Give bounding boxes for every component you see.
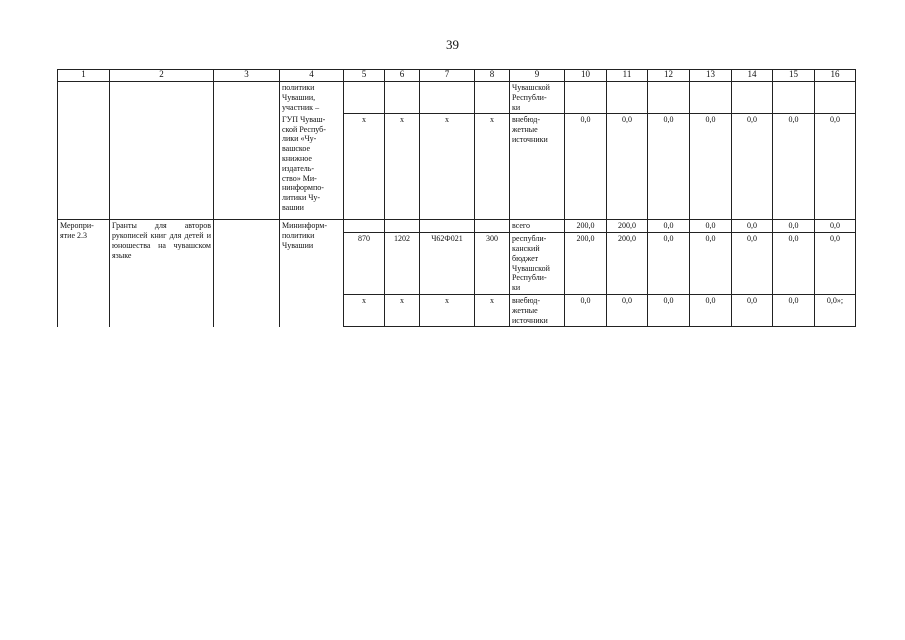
budget-table xyxy=(57,69,856,327)
kbk-cell xyxy=(420,220,475,233)
kbk-cell: 1202 xyxy=(385,233,420,295)
amount-cell: 0,0 xyxy=(648,294,690,326)
kbk-cell: x xyxy=(344,114,385,220)
funding-source-cell: всего xyxy=(510,220,565,233)
table-row xyxy=(58,82,856,114)
amount-cell: 0,0 xyxy=(648,233,690,295)
page-number: 39 xyxy=(446,37,459,52)
amount-cell: 0,0 xyxy=(815,220,856,233)
kbk-cell: x xyxy=(385,114,420,220)
kbk-cell xyxy=(385,220,420,233)
kbk-cell: x xyxy=(385,294,420,326)
kbk-cell: x xyxy=(420,114,475,220)
cell-empty xyxy=(214,82,280,220)
kbk-cell: x xyxy=(344,294,385,326)
measure-number-cell: Меропри- ятие 2.3 xyxy=(58,220,110,327)
header-cell: 10 xyxy=(565,70,607,82)
cell-empty xyxy=(344,82,385,114)
amount-cell: 0,0 xyxy=(607,294,648,326)
cell-empty xyxy=(815,82,856,114)
amount-cell: 200,0 xyxy=(565,220,607,233)
kbk-cell: Ч62Ф021 xyxy=(420,233,475,295)
amount-cell: 0,0 xyxy=(648,114,690,220)
amount-cell: 0,0 xyxy=(690,114,732,220)
cell-empty xyxy=(648,82,690,114)
amount-cell: 0,0 xyxy=(773,114,815,220)
measure-name-cell: Гранты для авторов рукописей книг для детей и юношества на чувашском языке xyxy=(110,220,214,327)
header-cell: 2 xyxy=(110,70,214,82)
amount-cell: 0,0 xyxy=(565,114,607,220)
header-cell: 7 xyxy=(420,70,475,82)
amount-cell: 0,0 xyxy=(607,114,648,220)
cell-empty xyxy=(214,220,280,327)
cell-empty xyxy=(58,82,110,220)
kbk-cell: 300 xyxy=(475,233,510,295)
header-cell: 11 xyxy=(607,70,648,82)
funding-source-cell: внебюд- жетные источники xyxy=(510,114,565,220)
kbk-cell xyxy=(475,220,510,233)
funding-source-cell: Чувашской Республи- ки xyxy=(510,82,565,114)
amount-cell: 200,0 xyxy=(565,233,607,295)
cell-empty xyxy=(420,82,475,114)
kbk-cell: x xyxy=(420,294,475,326)
funding-source-cell: внебюд- жетные источники xyxy=(510,294,565,326)
amount-cell: 0,0 xyxy=(732,294,773,326)
responsible-executor-cell: ГУП Чуваш- ской Респуб- лики «Чу- вашское книжное издатель- ство» Ми- нинформпо- литики Чу- вашии xyxy=(280,114,344,220)
table-header-row xyxy=(58,70,856,82)
cell-empty xyxy=(385,82,420,114)
table-row xyxy=(58,220,856,233)
header-cell: 1 xyxy=(58,70,110,82)
amount-cell: 0,0 xyxy=(815,114,856,220)
amount-cell: 0,0 xyxy=(773,294,815,326)
header-cell: 9 xyxy=(510,70,565,82)
header-cell: 13 xyxy=(690,70,732,82)
amount-cell: 200,0 xyxy=(607,220,648,233)
header-cell: 8 xyxy=(475,70,510,82)
cell-empty xyxy=(565,82,607,114)
amount-cell: 200,0 xyxy=(607,233,648,295)
cell-empty xyxy=(773,82,815,114)
header-cell: 16 xyxy=(815,70,856,82)
amount-cell: 0,0»; xyxy=(815,294,856,326)
header-cell: 15 xyxy=(773,70,815,82)
amount-cell: 0,0 xyxy=(732,220,773,233)
amount-cell: 0,0 xyxy=(690,294,732,326)
header-cell: 3 xyxy=(214,70,280,82)
cell-empty xyxy=(607,82,648,114)
header-cell: 5 xyxy=(344,70,385,82)
responsible-executor-cell: Мининформ- политики Чувашии xyxy=(280,220,344,327)
amount-cell: 0,0 xyxy=(565,294,607,326)
amount-cell: 0,0 xyxy=(690,233,732,295)
amount-cell: 0,0 xyxy=(773,220,815,233)
kbk-cell: x xyxy=(475,294,510,326)
kbk-cell: 870 xyxy=(344,233,385,295)
amount-cell: 0,0 xyxy=(690,220,732,233)
funding-source-cell: республи- канский бюджет Чувашской Республи- ки xyxy=(510,233,565,295)
amount-cell: 0,0 xyxy=(732,114,773,220)
kbk-cell xyxy=(344,220,385,233)
amount-cell: 0,0 xyxy=(732,233,773,295)
header-cell: 4 xyxy=(280,70,344,82)
header-cell: 6 xyxy=(385,70,420,82)
cell-empty xyxy=(110,82,214,220)
amount-cell: 0,0 xyxy=(773,233,815,295)
responsible-executor-cell: политики Чувашии, участник – xyxy=(280,82,344,114)
kbk-cell: x xyxy=(475,114,510,220)
header-cell: 12 xyxy=(648,70,690,82)
amount-cell: 0,0 xyxy=(815,233,856,295)
header-cell: 14 xyxy=(732,70,773,82)
amount-cell: 0,0 xyxy=(648,220,690,233)
cell-empty xyxy=(475,82,510,114)
cell-empty xyxy=(732,82,773,114)
cell-empty xyxy=(690,82,732,114)
